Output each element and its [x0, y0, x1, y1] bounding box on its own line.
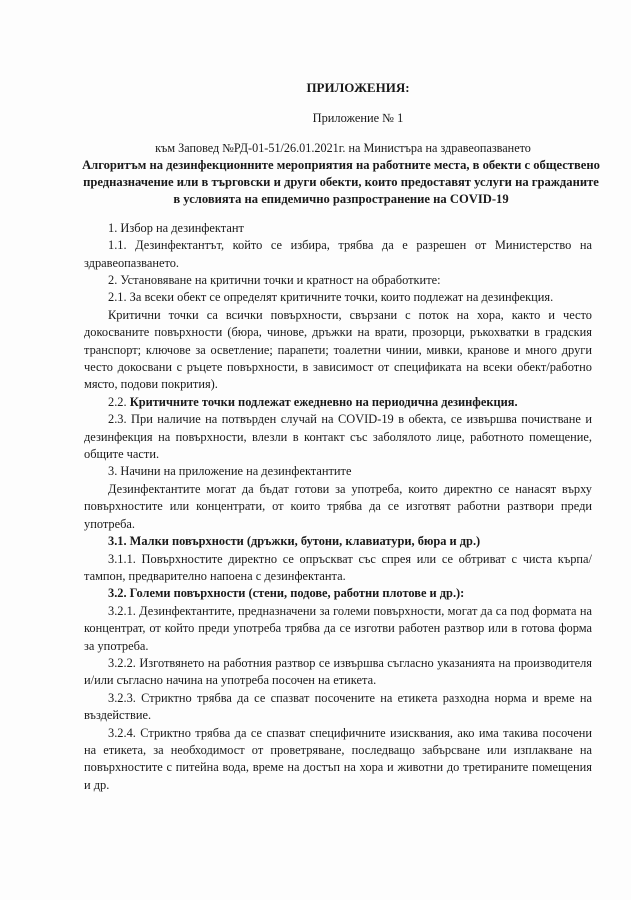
paragraph-3-2-4: 3.2.4. Стриктно трябва да се спазват специфичните изисквания, ако има такива посочени на етикета, за необходимост от проветряване, последващо забърсване или изплакване на повърхностите с питейна вода, време на достъп на хора и животни до третираните помещения и др.: [84, 725, 592, 792]
disinfectants-paragraph: Дезинфектантите могат да бъдат готови за употреба, които директно се нанасят върху повърхностите или концентрати, от които трябва да се изготвят работни разтвори преди употреба.: [84, 481, 592, 531]
page-title: ПРИЛОЖЕНИЯ:: [306, 80, 410, 95]
algorithm-heading: Алгоритъм на дезинфекционните мероприятия на работните места, в обекти с обществено предназначение или в търговски и други обекти, които предоставят услуги на гражданите в условията на епидемично разпространение на COVID-19: [82, 158, 600, 206]
appendix-number: Приложение № 1: [312, 111, 404, 125]
section-1-title: 1. Избор на дезинфектант: [108, 220, 244, 235]
paragraph-1-1: 1.1. Дезинфектантът, който се избира, трябва да е разрешен от Министерство на здравеопазването.: [84, 238, 592, 270]
paragraph-2-1: 2.1. За всеки обект се определят критичните точки, които подлежат на дезинфекция.: [108, 290, 554, 305]
document-body: [82, 78, 600, 794]
paragraph-3-1-1: 3.1.1. Повърхностите директно се опръскват със спрея или се обтриват с чиста кърпа/тампон, предварително напоена с дезинфектанта.: [84, 551, 592, 583]
heading-3-1: 3.1. Малки повърхности (дръжки, бутони, клавиатури, бюра и др.): [108, 534, 481, 549]
section-3-title: 3. Начини на приложение на дезинфектантите: [108, 464, 352, 479]
paragraph-2-2: [84, 394, 592, 411]
paragraph-3-2-3: 3.2.3. Стриктно трябва да се спазват посочените на етикета разходна норма и време на въздействие.: [84, 690, 592, 723]
heading-3-2: 3.2. Големи повърхности (стени, подове, работни плотове и др.):: [108, 586, 465, 601]
paragraph-3-2-1: 3.2.1. Дезинфектантите, предназначени за големи повърхности, могат да са под формата на концентрат, от който преди употреба трябва да се изготви работен разтвор или в готова форма за употреба.: [84, 603, 592, 653]
spacer: [84, 208, 592, 220]
paragraph-2-2-number: 2.2.: [108, 394, 127, 409]
paragraph-2-3: 2.3. При наличие на потвърден случай на COVID-19 в обекта, се извършва почистване и дезинфекция на повърхности, влезли в контакт със заболялото лице, работното помещение, общите части.: [84, 412, 592, 462]
critical-points-paragraph: Критични точки са всички повърхности, свързани с поток на хора, както и често докосваните повърхности (бюра, чинове, дръжки на врати, прозорци, ръкохватки в градския транспорт; ключове за осветление; парапети; тоалетни чинии, мивки, кранове и много други често докосвани с ръцете повърхности, в зависимост от спецификата на всеки обект/работно място, подови покрития).: [84, 307, 592, 392]
paragraph-3-2-2: 3.2.2. Изготвянето на работния разтвор се извършва съгласно указанията на производителя и/или съгласно начина на употреба посочен на етикета.: [84, 655, 592, 688]
paragraph-2-2-bold: Критичните точки подлежат ежедневно на периодична дезинфекция.: [129, 394, 518, 409]
order-reference: към Заповед №РД-01-51/26.01.2021г. на Министъра на здравеопазването: [155, 141, 531, 155]
section-2-title: 2. Установяване на критични точки и кратност на обработките:: [108, 273, 441, 288]
